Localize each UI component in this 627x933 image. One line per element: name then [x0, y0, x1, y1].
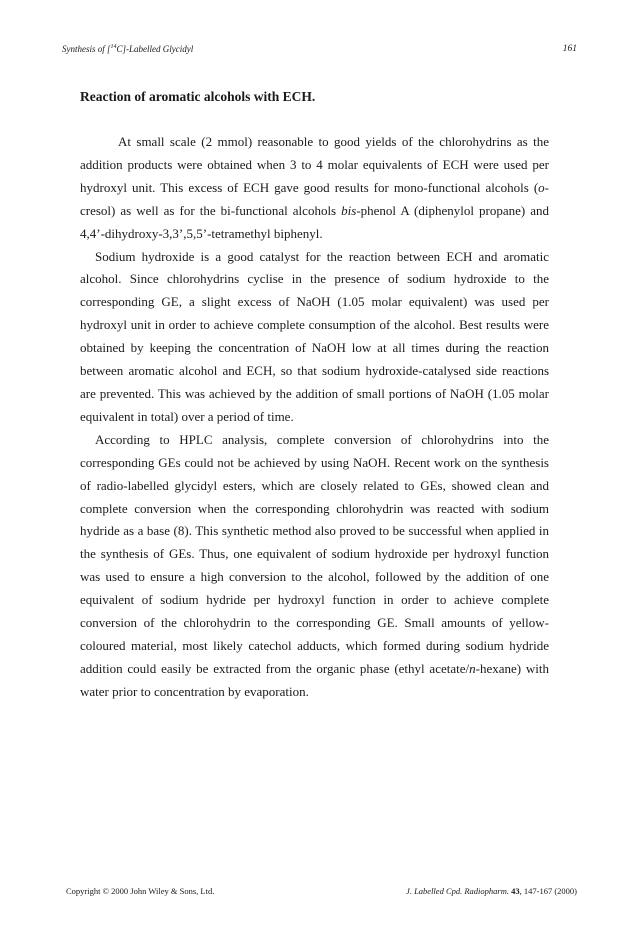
paragraph-2: Sodium hydroxide is a good catalyst for the reaction between ECH and aromatic alcohol. Since chlorohydrins cyclise in the presence of sodium hydroxide to the corresponding GE, a slight excess of NaOH (1.05 molar equivalent) was used per hydroxyl unit in order to achieve complete consumption of the alcohol. Best results were obtained by keeping the concentration of NaOH low at all times during the reaction between aromatic alcohol and ECH, so that sodium hydroxide-catalysed side reactions are prevented. This was achieved by the addition of small portions of NaOH (1.05 molar equivalent in total) over a period of time.	[80, 248, 549, 424]
paragraph-1: At small scale (2 mmol) reasonable to good yields of the chlorohydrins as the addition products were obtained when 3 to 4 molar equivalents of ECH were used per hydroxyl unit. This excess of ECH gave good results for mono-functional alcohols (o-cresol) as well as for the bi-functional alcohols bis-phenol A (diphenylol propane) and 4,4’-dihydroxy-3,3’,5,5’-tetramethyl biphenyl.	[80, 134, 549, 241]
body-text	[80, 131, 549, 704]
page-number: 161	[562, 44, 577, 54]
journal-citation: J. Labelled Cpd. Radiopharm. 43, 147-167 (2000)	[406, 886, 577, 896]
page-footer	[66, 886, 577, 900]
section-heading: Reaction of aromatic alcohols with ECH.	[80, 89, 316, 104]
copyright-notice: Copyright © 2000 John Wiley & Sons, Ltd.	[66, 886, 215, 896]
paragraph-3: According to HPLC analysis, complete conversion of chlorohydrins into the corresponding GEs could not be achieved by using NaOH. Recent work on the synthesis of radio-labelled glycidyl esters, which are closely related to GEs, showed clean and complete conversion when the corresponding chlorohydrin was reacted with sodium hydride as a base (8). This synthetic method also proved to be successful when applied in the synthesis of GEs. Thus, one equivalent of sodium hydroxide per hydroxyl function was used to ensure a high conversion to the alcohol, followed by the addition of one equivalent of sodium hydride per hydroxyl function in order to achieve complete conversion of the chlorohydrin to the corresponding GE. Small amounts of yellow-coloured material, most likely catechol adducts, which formed during sodium hydride addition could easily be extracted from the organic phase (ethyl acetate/n-hexane) with water prior to concentration by evaporation.	[80, 431, 549, 699]
isotope-superscript: 14	[110, 44, 117, 50]
running-header	[62, 44, 577, 58]
volume-number: 43	[511, 886, 520, 896]
running-title: Synthesis of [$^{14}$C]-Labelled Glycidyl	[62, 44, 194, 54]
